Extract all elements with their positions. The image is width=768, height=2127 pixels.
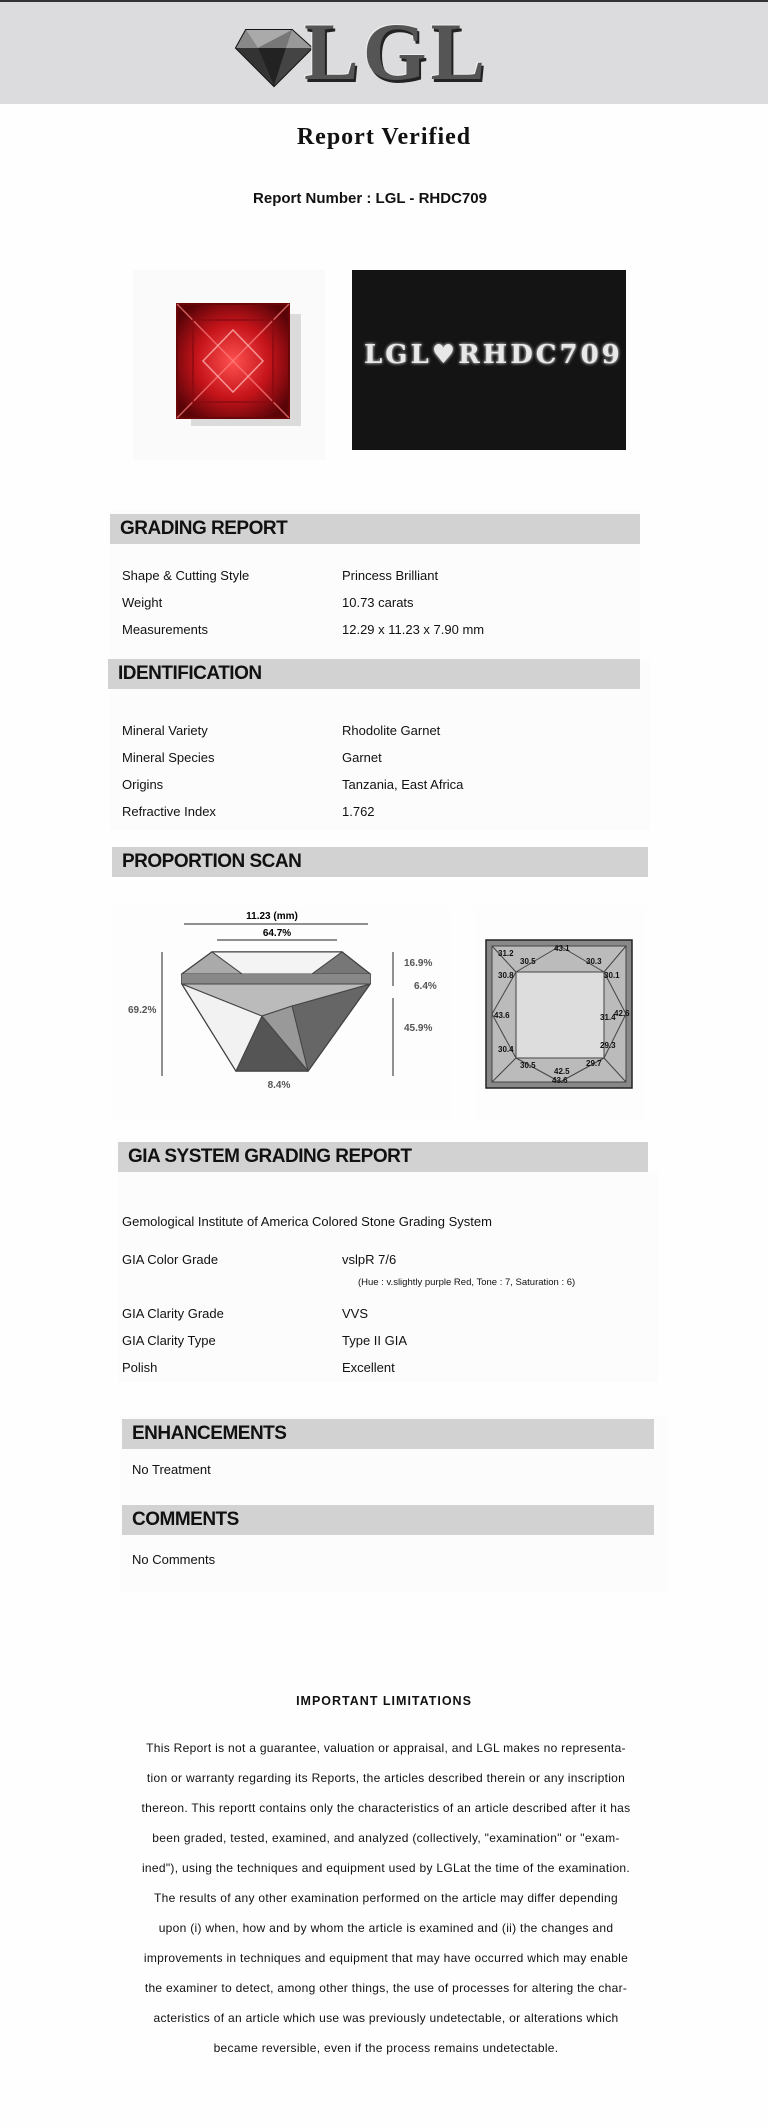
limitations-line: ined"), using the techniques and equipment used by LGLat the time of the examination. bbox=[141, 1861, 631, 1875]
crown-pct: 16.9% bbox=[404, 958, 433, 969]
angle-label: 43.6 bbox=[494, 1011, 510, 1020]
angle-label: 29.3 bbox=[600, 1041, 616, 1050]
angle-label: 30.4 bbox=[498, 1045, 514, 1054]
header bbox=[0, 2, 768, 104]
table-pct: 64.7% bbox=[262, 928, 292, 939]
angle-label: 42.6 bbox=[614, 1009, 630, 1018]
label-shape: Shape & Cutting Style bbox=[122, 568, 250, 583]
value-polish: Excellent bbox=[342, 1360, 395, 1375]
gem-photo bbox=[133, 270, 325, 460]
width-label: 11.23 (mm) bbox=[246, 911, 298, 922]
label-origins: Origins bbox=[122, 777, 164, 792]
angle-label: 30.3 bbox=[586, 957, 602, 966]
grading-report-heading: GRADING REPORT bbox=[110, 514, 640, 544]
angle-label: 30.5 bbox=[520, 957, 536, 966]
gia-system-name: Gemological Institute of America Colored Stone Grading System bbox=[122, 1214, 492, 1229]
label-gia-clarity-type: GIA Clarity Type bbox=[122, 1333, 216, 1348]
angle-label: 30.1 bbox=[604, 971, 620, 980]
logo-text: LGL bbox=[304, 6, 490, 97]
top-view-svg bbox=[474, 906, 646, 1121]
value-origins: Tanzania, East Africa bbox=[342, 777, 464, 792]
value-shape: Princess Brilliant bbox=[342, 568, 439, 583]
angle-label: 43.6 bbox=[552, 1076, 568, 1085]
profile-svg bbox=[112, 906, 450, 1121]
angle-label: 43.1 bbox=[554, 944, 570, 953]
angle-label: 30.5 bbox=[520, 1061, 536, 1070]
limitations-line: acteristics of an article which use was previously undetectable, or alterations which bbox=[153, 2011, 619, 2025]
angle-label: 30.8 bbox=[498, 971, 514, 980]
limitations-line: The results of any other examination performed on the article may differ depending bbox=[154, 1891, 618, 1905]
proportion-scan-heading: PROPORTION SCAN bbox=[112, 847, 648, 877]
girdle-pct: 6.4% bbox=[414, 981, 437, 992]
lgl-logo[interactable] bbox=[232, 6, 492, 97]
culet-pct: 8.4% bbox=[267, 1080, 291, 1091]
enhancements-heading: ENHANCEMENTS bbox=[122, 1419, 654, 1449]
inscription-text: LGL♥RHDC709 bbox=[364, 340, 623, 370]
label-polish: Polish bbox=[122, 1360, 158, 1375]
identification-heading: IDENTIFICATION bbox=[108, 659, 640, 689]
value-measurements: 12.29 x 11.23 x 7.90 mm bbox=[342, 622, 485, 637]
profile-diagram bbox=[112, 906, 450, 1121]
label-gia-clarity-grade: GIA Clarity Grade bbox=[122, 1306, 224, 1321]
limitations-line: This Report is not a guarantee, valuation or appraisal, and LGL makes no representa- bbox=[146, 1741, 626, 1755]
comments-heading: COMMENTS bbox=[122, 1505, 654, 1535]
depth-pct: 69.2% bbox=[128, 1005, 157, 1016]
gia-heading: GIA SYSTEM GRADING REPORT bbox=[118, 1142, 648, 1172]
page-title: Report Verified bbox=[296, 124, 472, 150]
girdle-inscription-photo bbox=[352, 270, 626, 450]
label-mineral-variety: Mineral Variety bbox=[122, 723, 208, 738]
enhancements-value: No Treatment bbox=[132, 1462, 211, 1477]
limitations-text bbox=[116, 1733, 656, 2063]
value-mineral-species: Garnet bbox=[342, 750, 382, 765]
angle-label: 31.2 bbox=[498, 949, 514, 958]
value-weight: 10.73 carats bbox=[342, 595, 414, 610]
value-gia-color-grade: vslpR 7/6 bbox=[342, 1252, 397, 1267]
angle-label: 31.4 bbox=[600, 1013, 616, 1022]
limitations-line: thereon. This reportt contains only the characteristics of an article described after it has bbox=[141, 1801, 631, 1815]
limitations-line: been graded, tested, examined, and analyzed (collectively, "examination" or "exam- bbox=[152, 1831, 620, 1845]
garnet-gem-icon bbox=[133, 270, 325, 460]
limitations-line: improvements in techniques and equipment that may have occurred which may enable bbox=[143, 1951, 629, 1965]
angle-label: 29.7 bbox=[586, 1059, 602, 1068]
limitations-line: tion or warranty regarding its Reports, the articles described therein or any inscription bbox=[146, 1771, 626, 1785]
top-view-diagram bbox=[474, 906, 646, 1121]
label-measurements: Measurements bbox=[122, 622, 208, 637]
report-number: Report Number : LGL - RHDC709 bbox=[253, 190, 487, 207]
angle-label: 42.5 bbox=[554, 1067, 570, 1076]
limitations-heading: IMPORTANT LIMITATIONS bbox=[296, 1694, 472, 1708]
limitations-line: became reversible, even if the process remains undetectable. bbox=[213, 2041, 559, 2055]
limitations-line: the examiner to detect, among other things, the use of processes for altering the char- bbox=[144, 1981, 628, 1995]
label-mineral-species: Mineral Species bbox=[122, 750, 215, 765]
limitations-line: upon (i) when, how and by whom the article is examined and (ii) the changes and bbox=[158, 1921, 614, 1935]
value-mineral-variety: Rhodolite Garnet bbox=[342, 723, 441, 738]
comments-value: No Comments bbox=[132, 1552, 216, 1567]
color-grade-note: (Hue : v.slightly purple Red, Tone : 7, Saturation : 6) bbox=[358, 1277, 576, 1288]
label-refractive-index: Refractive Index bbox=[122, 804, 216, 819]
label-gia-color-grade: GIA Color Grade bbox=[122, 1252, 219, 1267]
value-gia-clarity-grade: VVS bbox=[342, 1306, 369, 1321]
value-gia-clarity-type: Type II GIA bbox=[342, 1333, 408, 1348]
pavilion-pct: 45.9% bbox=[404, 1023, 433, 1034]
value-refractive-index: 1.762 bbox=[342, 804, 375, 819]
label-weight: Weight bbox=[122, 595, 163, 610]
